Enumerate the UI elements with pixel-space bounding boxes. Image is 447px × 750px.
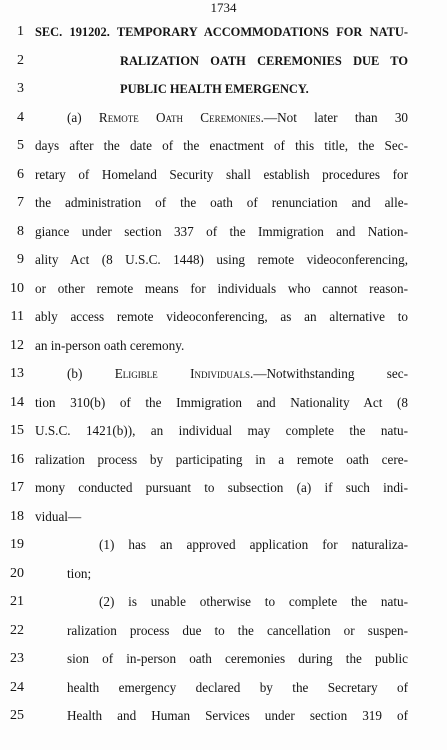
line-text: sion of in-person oath ceremonies during the public bbox=[67, 651, 408, 666]
line-number: 22 bbox=[10, 622, 24, 638]
line-text: .—Notwithstanding sec- bbox=[250, 366, 408, 381]
line-22 bbox=[0, 617, 447, 645]
paragraph-1: (1) has an approved application for naturaliza- bbox=[99, 537, 408, 552]
line-text: retary of Homeland Security shall establish procedures for bbox=[35, 166, 408, 182]
line-text: .—Not later than 30 bbox=[260, 109, 408, 125]
line-number: 12 bbox=[10, 337, 24, 353]
section-heading: RALIZATION OATH CEREMONIES DUE TO bbox=[120, 53, 408, 68]
line-number: 2 bbox=[17, 52, 24, 68]
line-number: 20 bbox=[10, 565, 24, 581]
line-24 bbox=[0, 674, 447, 702]
subsection-heading: Remote Oath Ceremonies bbox=[98, 109, 261, 125]
paragraph-2: (2) is unable otherwise to complete the natu- bbox=[99, 594, 408, 609]
line-number: 18 bbox=[10, 508, 24, 524]
section-heading: PUBLIC HEALTH EMERGENCY. bbox=[120, 82, 309, 96]
line-text: U.S.C. 1421(b)), an individual may complete the natu- bbox=[35, 423, 408, 438]
line-text: an in-person oath ceremony. bbox=[35, 337, 185, 353]
line-text: ralization process due to the cancellation or suspen- bbox=[67, 622, 408, 638]
line-number: 15 bbox=[10, 423, 24, 438]
line-14 bbox=[0, 389, 447, 417]
section-heading: SEC. 191202. TEMPORARY ACCOMMODATIONS FOR NATU- bbox=[35, 25, 408, 39]
line-number: 16 bbox=[10, 451, 24, 467]
line-5 bbox=[0, 132, 447, 160]
line-7 bbox=[0, 189, 447, 217]
line-13 bbox=[0, 360, 447, 388]
line-8 bbox=[0, 218, 447, 246]
line-19 bbox=[0, 531, 447, 559]
line-20 bbox=[0, 560, 447, 588]
line-text: Health and Human Services under section 319 of bbox=[67, 708, 408, 723]
line-11 bbox=[0, 303, 447, 331]
line-number: 24 bbox=[10, 679, 24, 695]
line-text: days after the date of the enactment of this title, the Sec- bbox=[35, 138, 408, 153]
line-number: 4 bbox=[17, 109, 24, 125]
line-number: 11 bbox=[10, 309, 24, 324]
page-number: 1734 bbox=[210, 0, 237, 15]
line-17 bbox=[0, 474, 447, 502]
line-text: vidual— bbox=[35, 508, 82, 524]
subsection-b bbox=[67, 365, 408, 383]
line-number: 6 bbox=[17, 166, 24, 182]
line-10 bbox=[0, 275, 447, 303]
line-text: health emergency declared by the Secretary of bbox=[67, 679, 408, 695]
subsection-marker: (a) bbox=[67, 109, 99, 125]
subsection-heading: Eligible Individuals bbox=[114, 366, 251, 381]
line-number: 14 bbox=[10, 394, 24, 410]
line-9 bbox=[0, 246, 447, 274]
line-number: 17 bbox=[10, 480, 24, 495]
subsection-a bbox=[67, 109, 408, 127]
line-15 bbox=[0, 417, 447, 445]
line-text: ably access remote videoconferencing, as an alternative to bbox=[35, 309, 408, 324]
line-number: 25 bbox=[10, 708, 24, 723]
line-text: the administration of the oath of renunciation and alle- bbox=[35, 195, 408, 210]
line-2 bbox=[0, 47, 447, 75]
line-number: 5 bbox=[17, 138, 24, 153]
line-number: 7 bbox=[17, 195, 24, 210]
line-number: 10 bbox=[10, 280, 24, 296]
line-text: tion; bbox=[67, 565, 92, 581]
line-number: 8 bbox=[17, 223, 24, 239]
line-3 bbox=[0, 75, 447, 103]
line-25 bbox=[0, 702, 447, 730]
line-text: ralization process by participating in a remote oath cere- bbox=[35, 451, 408, 467]
line-12 bbox=[0, 332, 447, 360]
subsection-marker: (b) bbox=[67, 366, 115, 381]
line-text: giance under section 337 of the Immigration and Nation- bbox=[35, 223, 408, 239]
line-number: 13 bbox=[10, 366, 24, 381]
line-number: 19 bbox=[10, 537, 24, 552]
line-text: ality Act (8 U.S.C. 1448) using remote videoconferencing, bbox=[35, 252, 408, 267]
line-21 bbox=[0, 588, 447, 616]
line-number: 1 bbox=[17, 24, 24, 39]
line-text: or other remote means for individuals who cannot reason- bbox=[35, 280, 408, 296]
line-4 bbox=[0, 104, 447, 132]
line-18 bbox=[0, 503, 447, 531]
line-text: tion 310(b) of the Immigration and Nationality Act (8 bbox=[35, 394, 408, 410]
line-number: 9 bbox=[17, 252, 24, 267]
line-16 bbox=[0, 446, 447, 474]
line-1 bbox=[0, 18, 447, 46]
line-text: mony conducted pursuant to subsection (a) if such indi- bbox=[35, 480, 408, 495]
line-number: 23 bbox=[10, 651, 24, 666]
line-6 bbox=[0, 161, 447, 189]
line-number: 3 bbox=[17, 81, 24, 96]
line-number: 21 bbox=[10, 594, 24, 609]
line-23 bbox=[0, 645, 447, 673]
